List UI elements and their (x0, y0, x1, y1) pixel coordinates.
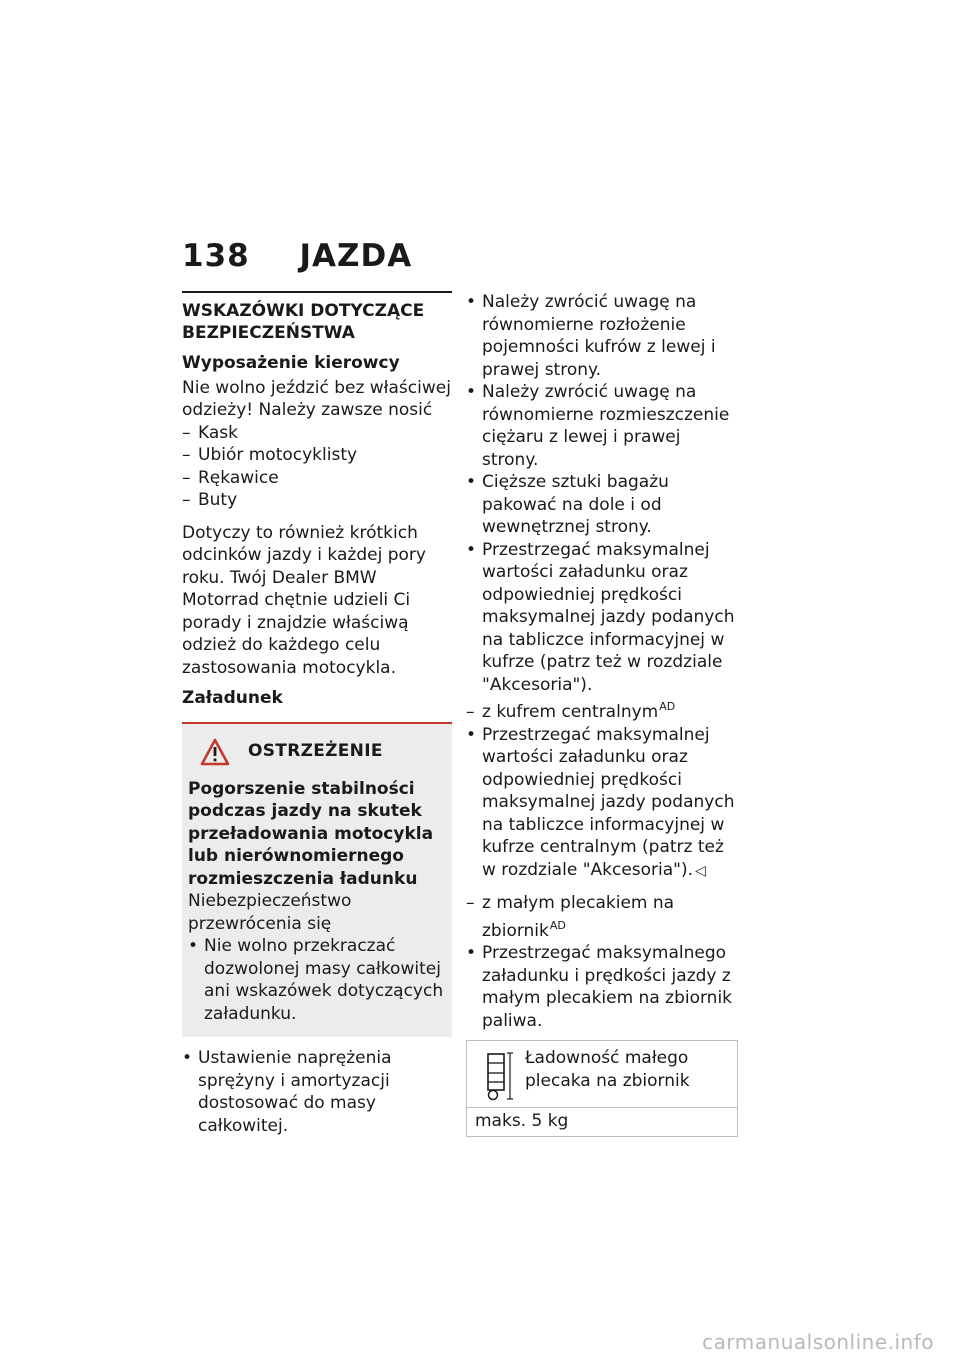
spec-header (467, 1041, 737, 1108)
section-title: WSKAZÓWKI DOTYCZĄCE BEZPIECZEŃSTWA (182, 301, 425, 343)
rider-heading: Wyposażenie kierowcy (182, 353, 400, 373)
spec-table (466, 1040, 738, 1137)
left-column (182, 291, 452, 1137)
right-column (466, 291, 738, 1137)
gear-list (182, 422, 452, 512)
gear-item: – Buty (182, 490, 238, 510)
warning-bullet: • Nie wolno przekraczać dozwolonej masy całkowitej ani wskazówek dotyczących załadunku. (188, 936, 444, 1024)
list-item: • Przestrzegać maksymalnej wartości załadunku oraz odpowiedniej prędkości maksymalnej jazdy podanych na tabliczce informacyjnej w kufrze centralnym (patrz też w rozdziale "Akcesoria"). ◁ (466, 724, 735, 880)
page-number: 138 (182, 238, 250, 274)
ad-mark: AD (659, 700, 676, 713)
spec-value: maks. 5 kg (475, 1111, 569, 1131)
topcase-label: – z kufrem centralnym$^{AD}$ (466, 700, 676, 722)
list-item: • Przestrzegać maksymalnego załadunku i prędkości jazdy z małym plecakiem na zbiornik paliwa. (466, 943, 733, 1031)
rider-intro: Nie wolno jeździć bez właściwej odzieży! Należy zawsze nosić (182, 377, 451, 420)
rider-note: Dotyczy to również krótkich odcinków jazdy i każdej pory roku. Twój Dealer BMW Motorrad chętnie udzieli Ci porady i znajdzie właściwą odzież do każdego celu zastosowania motocykla. (182, 522, 426, 678)
tankbag-label: – z małym plecakiem na zbiornik$^{AD}$ (466, 893, 675, 941)
watermark: carmanualsonline.info (702, 1330, 934, 1354)
load-weight-icon (473, 1047, 515, 1103)
warning-title: OSTRZEŻENIE (248, 741, 383, 762)
section-rule (182, 291, 452, 293)
warning-box (182, 724, 452, 1038)
loading-heading: Załadunek (182, 688, 283, 708)
end-mark: ◁ (695, 862, 706, 879)
spec-title: Ładowność małego plecaka na zbiornik (525, 1048, 690, 1091)
list-item: • Należy zwrócić uwagę na równomierne rozmieszczenie ciężaru z lewej i prawej strony. (466, 382, 730, 470)
gear-item: – Rękawice (182, 467, 279, 488)
gear-item: – Kask (182, 422, 238, 443)
chapter-title: JAZDA (299, 238, 413, 274)
list-item: • Przestrzegać maksymalnej wartości załadunku oraz odpowiedniej prędkości maksymalnej jazdy podanych na tabliczce informacyjnej w kufrze (patrz też w rozdziale "Akcesoria"). (466, 539, 735, 695)
warning-header (188, 738, 446, 766)
list-item: • Cięższe sztuki bagażu pakować na dole i od wewnętrznej strony. (466, 472, 669, 537)
warning-cause: Pogorszenie stabilności podczas jazdy na skutek przeładowania motocykla lub nierównomiernego rozmieszczenia ładunku (188, 778, 434, 889)
ad-mark: AD (549, 918, 566, 932)
warning-consequence: Niebezpieczeństwo przewrócenia się (188, 891, 352, 934)
page-header (182, 238, 412, 274)
warning-triangle-icon (200, 738, 230, 766)
list-item: • Ustawienie naprężenia sprężyny i amortyzacji dostosować do masy całkowitej. (182, 1048, 392, 1136)
list-item: • Należy zwrócić uwagę na równomierne rozłożenie pojemności kufrów z lewej i prawej strony. (466, 292, 716, 380)
gear-item: – Ubiór motocyklisty (182, 445, 358, 465)
